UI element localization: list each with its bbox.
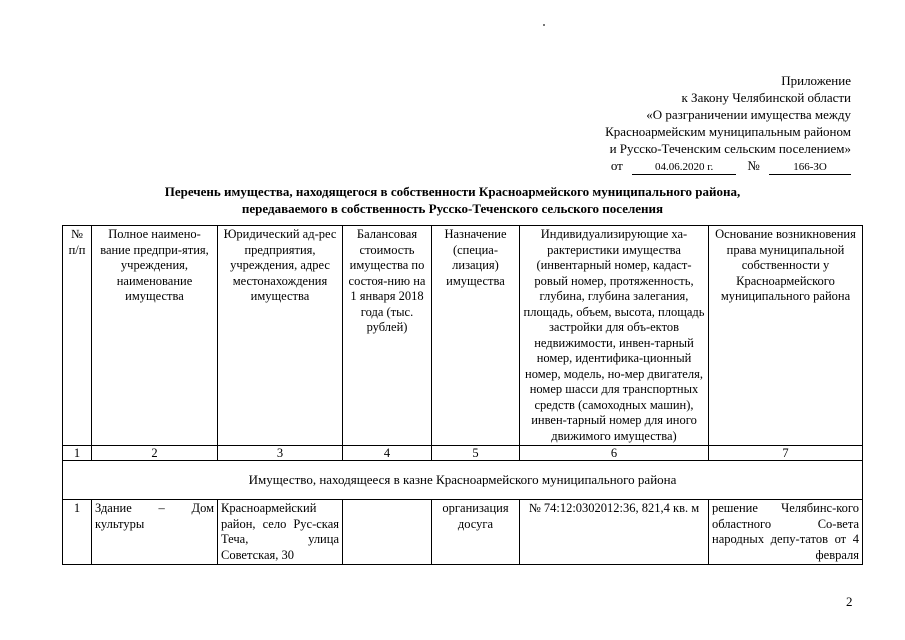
header-address: Юридический ад-рес предприятия, учреждения, адрес местонахождения имущества xyxy=(218,226,343,446)
header-basis: Основание возникновения права муниципальной собственности у Красноармейского муниципального района xyxy=(709,226,863,446)
annex-date-number xyxy=(605,157,851,175)
header-num: № п/п xyxy=(63,226,92,446)
date-value: 04.06.2020 г. xyxy=(632,161,736,175)
row-purpose: организация досуга xyxy=(432,500,520,565)
header-balance: Балансовая стоимость имущества по состоя-нию на 1 января 2018 года (тыс. рублей) xyxy=(343,226,432,446)
title-line-1: Перечень имущества, находящегося в собственности Красноармейского муниципального района, xyxy=(164,184,741,199)
number-label: № xyxy=(747,158,760,173)
column-number: 6 xyxy=(520,446,709,461)
row-basis: решение Челябинс-кого областного Со-вета народных депу-татов от 4 февраля xyxy=(709,500,863,565)
page-number: 2 xyxy=(846,594,853,609)
column-number: 7 xyxy=(709,446,863,461)
row-address: Красноармейский район, село Рус-ская Теча, улица Советская, 30 xyxy=(218,500,343,565)
document-title xyxy=(0,183,905,217)
row-num: 1 xyxy=(63,500,92,565)
row-characteristics: № 74:12:0302012:36, 821,4 кв. м xyxy=(520,500,709,565)
date-label: от xyxy=(610,158,623,173)
annex-law-title-2: Красноармейским муниципальным районом xyxy=(605,124,851,139)
annex-law-title-3: и Русско-Теченским сельским поселением» xyxy=(609,141,851,156)
column-number: 2 xyxy=(92,446,218,461)
annex-law-title-1: «О разграничении имущества между xyxy=(646,107,851,122)
row-name: Здание – Дом культуры xyxy=(92,500,218,565)
header-name: Полное наимено-вание предпри-ятия, учреждения, наименование имущества xyxy=(92,226,218,446)
header-purpose: Назначение (специа-лизация) имущества xyxy=(432,226,520,446)
column-number: 4 xyxy=(343,446,432,461)
column-number: 3 xyxy=(218,446,343,461)
annex-law: к Закону Челябинской области xyxy=(681,90,851,105)
section-title: Имущество, находящееся в казне Красноармейского муниципального района xyxy=(63,461,863,500)
column-number: 5 xyxy=(432,446,520,461)
row-balance xyxy=(343,500,432,565)
number-value: 166-ЗО xyxy=(769,161,851,175)
annex-title: Приложение xyxy=(781,73,851,88)
column-number: 1 xyxy=(63,446,92,461)
scan-speck xyxy=(543,24,545,26)
column-number-row xyxy=(63,446,863,461)
section-row xyxy=(63,461,863,500)
annex-block xyxy=(605,72,851,175)
table-row xyxy=(63,500,863,565)
title-line-2: передаваемого в собственность Русско-Теченского сельского поселения xyxy=(241,201,664,216)
header-row xyxy=(63,226,863,446)
header-characteristics: Индивидуализирующие ха-рактеристики имущества (инвентарный номер, кадаст-ровый номер, протяженность, глубина, глубина залегания, площадь, объем, высота, площадь застройки для объ-ектов недвижимости, инвен-тарный номер, идентифика-ционный номер, модель, но-мер двигателя, номер шасси для транспортных средств (самоходных машин), инвен-тарный номер для иного движимого имущества) xyxy=(520,226,709,446)
property-table xyxy=(62,225,863,565)
